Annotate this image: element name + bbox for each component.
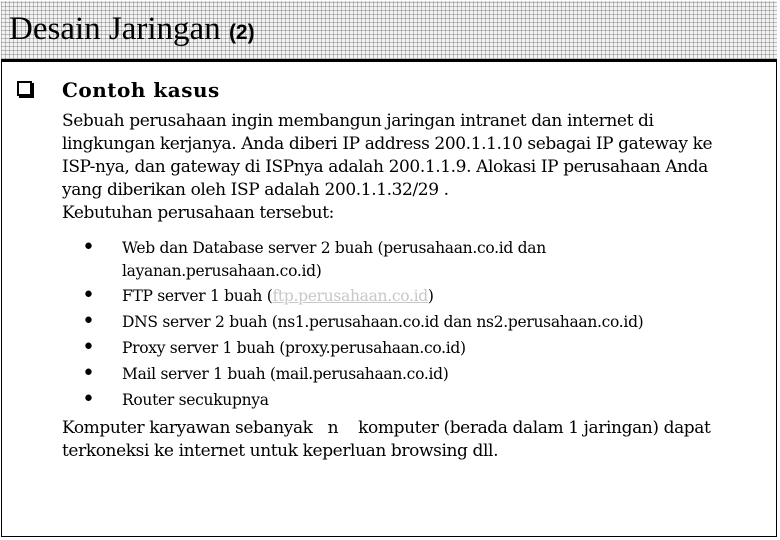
bullet-dot-icon: •	[82, 361, 95, 386]
list-item-text: Mail server 1 buah (mail.perusahaan.co.id)	[122, 365, 449, 383]
closing-line: Komputer karyawan sebanyak n komputer (berada dalam 1 jaringan) dapat	[62, 418, 711, 438]
section-heading: Contoh kasus	[62, 78, 220, 102]
list-item-text: Router secukupnya	[122, 391, 269, 409]
bullet-dot-icon: •	[82, 387, 95, 412]
intro-paragraph	[62, 110, 762, 225]
list-item-text: Proxy server 1 buah (proxy.perusahaan.co.id)	[122, 339, 466, 357]
bullet-dot-icon: •	[82, 309, 95, 334]
intro-line: lingkungan kerjanya. Anda diberi IP address 200.1.1.10 sebagai IP gateway ke	[62, 134, 713, 154]
list-item-text: Web dan Database server 2 buah (perusahaan.co.id dan	[122, 239, 546, 257]
list-item-text: FTP server 1 buah (	[122, 287, 273, 305]
ftp-link[interactable]: ftp.perusahaan.co.id	[272, 287, 428, 305]
slide-title-suffix: (2)	[228, 21, 255, 44]
list-item-text: DNS server 2 buah (ns1.perusahaan.co.id dan ns2.perusahaan.co.id)	[122, 313, 644, 331]
intro-line: Kebutuhan perusahaan tersebut:	[62, 203, 334, 223]
intro-line: yang diberikan oleh ISP adalah 200.1.1.32/29 .	[62, 180, 449, 200]
list-item-text: layanan.perusahaan.co.id)	[122, 262, 322, 280]
square-bullet-icon	[17, 81, 32, 96]
list-item-text: )	[427, 287, 434, 305]
bullet-dot-icon: •	[82, 335, 95, 360]
bullet-dot-icon: •	[82, 235, 95, 260]
bullet-dot-icon: •	[82, 283, 95, 308]
slide-title-text: Desain Jaringan	[9, 11, 221, 47]
title-bar	[1, 1, 777, 62]
closing-paragraph	[62, 417, 762, 463]
intro-line: Sebuah perusahaan ingin membangun jaringan intranet dan internet di	[62, 111, 654, 131]
closing-line: terkoneksi ke internet untuk keperluan browsing dll.	[62, 441, 499, 461]
intro-line: ISP-nya, dan gateway di ISPnya adalah 200.1.1.9. Alokasi IP perusahaan Anda	[62, 157, 708, 177]
slide-title	[9, 9, 255, 53]
